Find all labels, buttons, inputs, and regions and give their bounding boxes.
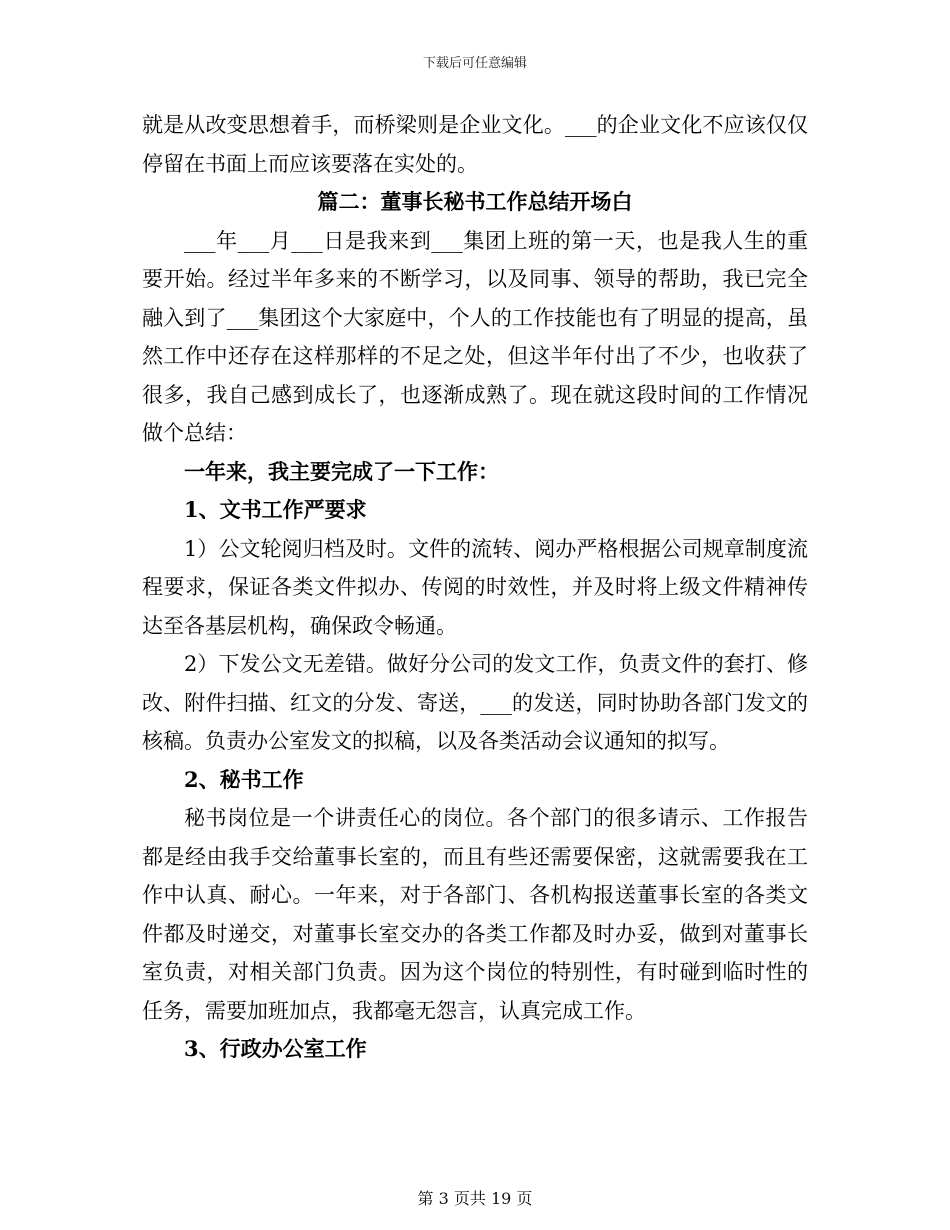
paragraph-item-1: 1）公文轮阅归档及时。文件的流转、阅办严格根据公司规章制度流程要求，保证各类文件拟办、传阅的时效性，并及时将上级文件精神传达至各基层机构，确保政令畅通。 — [142, 536, 808, 638]
document-body — [142, 106, 808, 1069]
paragraph-item-2: 2）下发公文无差错。做好分公司的发文工作，负责文件的套打、修改、附件扫描、红文的分发、寄送，___的发送，同时协助各部门发文的核稿。负责办公室发文的拟稿，以及各类活动会议通知的拟写。 — [142, 652, 808, 753]
subheading-admin-office: 3、行政办公室工作 — [184, 1036, 367, 1061]
page-header: 下载后可任意编辑 — [422, 56, 527, 71]
subheading-secretary-work: 2、秘书工作 — [184, 766, 304, 792]
page-footer: 第 3 页共 19 页 — [417, 1189, 533, 1208]
paragraph-secretary: 秘书岗位是一个讲责任心的岗位。各个部门的很多请示、工作报告都是经由我手交给董事长室的，而且有些还需要保密，这就需要我在工作中认真、耐心。一年来，对于各部门、各机构报送董事长室的各类文件都及时递交，对董事长室交办的各类工作都及时办妥，做到对董事长室负责，对相关部门负责。因为这个岗位的特别性，有时碰到临时性的任务，需要加班加点，我都毫无怨言，认真完成工作。 — [142, 806, 808, 1023]
summary-heading: 一年来，我主要完成了一下工作： — [184, 458, 499, 484]
paragraph-continuation: 就是从改变思想着手，而桥梁则是企业文化。___的企业文化不应该仅仅停留在书面上而应该要落在实处的。 — [142, 113, 808, 176]
paragraph-intro: ___年___月___日是我来到___集团上班的第一天，也是我人生的重要开始。经过半年多来的不断学习，以及同事、领导的帮助，我已完全融入到了___集团这个大家庭中，个人的工作技能也有了明显的提高，虽然工作中还存在这样那样的不足之处，但这半年付出了不少，也收获了很多，我自己感到成长了，也逐渐成熟了。现在就这段时间的工作情况做个总结： — [142, 228, 808, 445]
subheading-document-work: 1、文书工作严要求 — [184, 497, 367, 522]
section-title: 篇二：董事长秘书工作总结开场白 — [317, 189, 633, 214]
